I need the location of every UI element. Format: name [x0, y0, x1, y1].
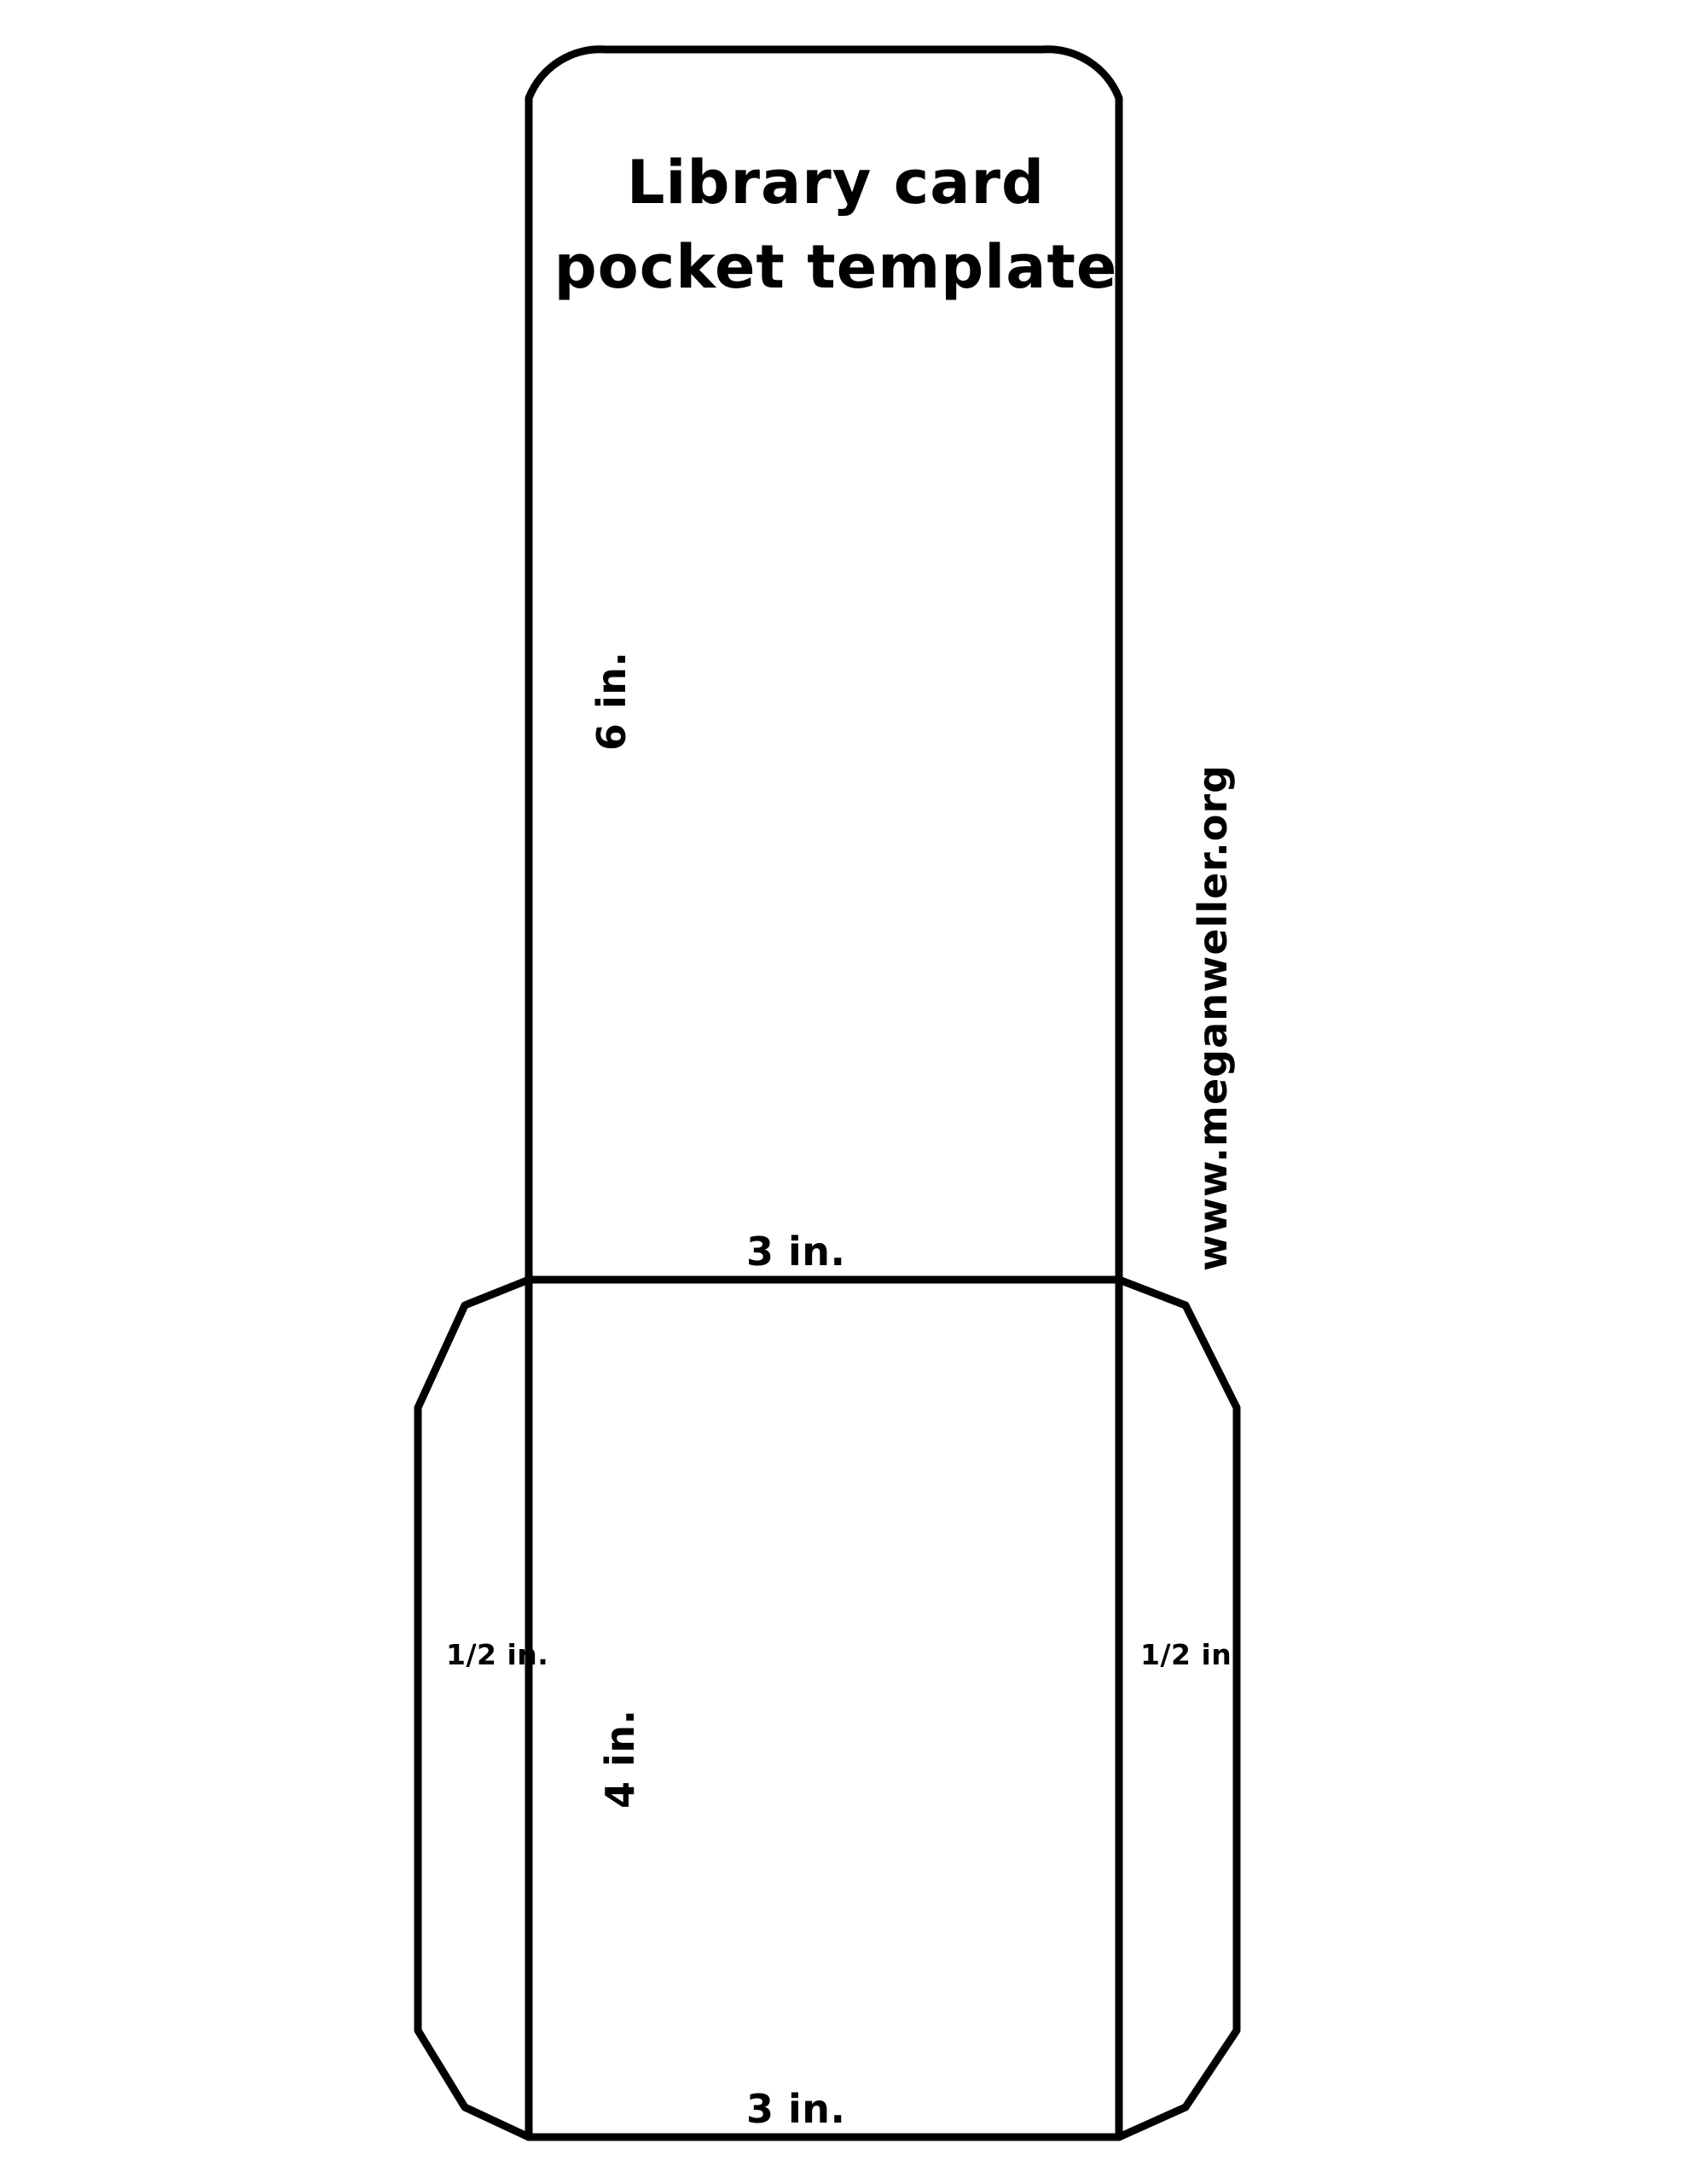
dimension-label-right-tab: 1/2 in. [1140, 1638, 1244, 1671]
title-line-1: Library card [626, 148, 1046, 218]
dimension-label-top-width: 3 in. [746, 1228, 846, 1275]
dimension-label-flap-height: 6 in. [588, 651, 635, 751]
template-outline-path [418, 49, 1237, 2137]
dimension-label-bottom-width: 3 in. [746, 2086, 846, 2132]
website-credit: www.meganweller.org [1190, 764, 1236, 1271]
page-title [520, 141, 1151, 311]
title-line-2: pocket template [554, 232, 1118, 303]
dimension-label-pocket-height: 4 in. [597, 1709, 643, 1809]
dimension-label-left-tab: 1/2 in. [446, 1638, 549, 1671]
